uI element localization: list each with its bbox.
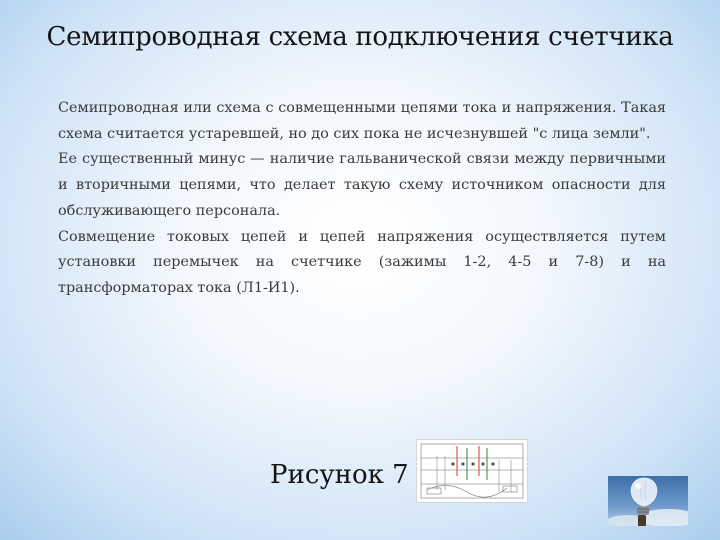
body-paragraph: Ее существенный минус — наличие гальванической связи между первичными и вторичными цепями, что делает такую схему источником опасности для обслуживающего персонала.	[58, 151, 666, 219]
light-bulb-icon	[608, 476, 688, 526]
slide-title: Семипроводная схема подключения счетчика	[46, 22, 674, 52]
body-paragraph: Семипроводная или схема с совмещенными цепями тока и напряжения. Такая схема считается устаревшей, но до сих пока не исчезнувшей "с лица земли".	[58, 100, 666, 142]
wiring-diagram-drawing	[417, 440, 527, 502]
wiring-diagram-image	[416, 439, 528, 503]
light-bulb-photo	[608, 476, 688, 526]
figure-caption: Рисунок 7	[270, 460, 409, 490]
slide-body	[58, 96, 666, 302]
body-paragraph: Совмещение токовых цепей и цепей напряжения осуществляется путем установки перемычек на счетчике (зажимы 1-2, 4-5 и 7-8) и на трансформаторах тока (Л1-И1).	[58, 228, 666, 296]
